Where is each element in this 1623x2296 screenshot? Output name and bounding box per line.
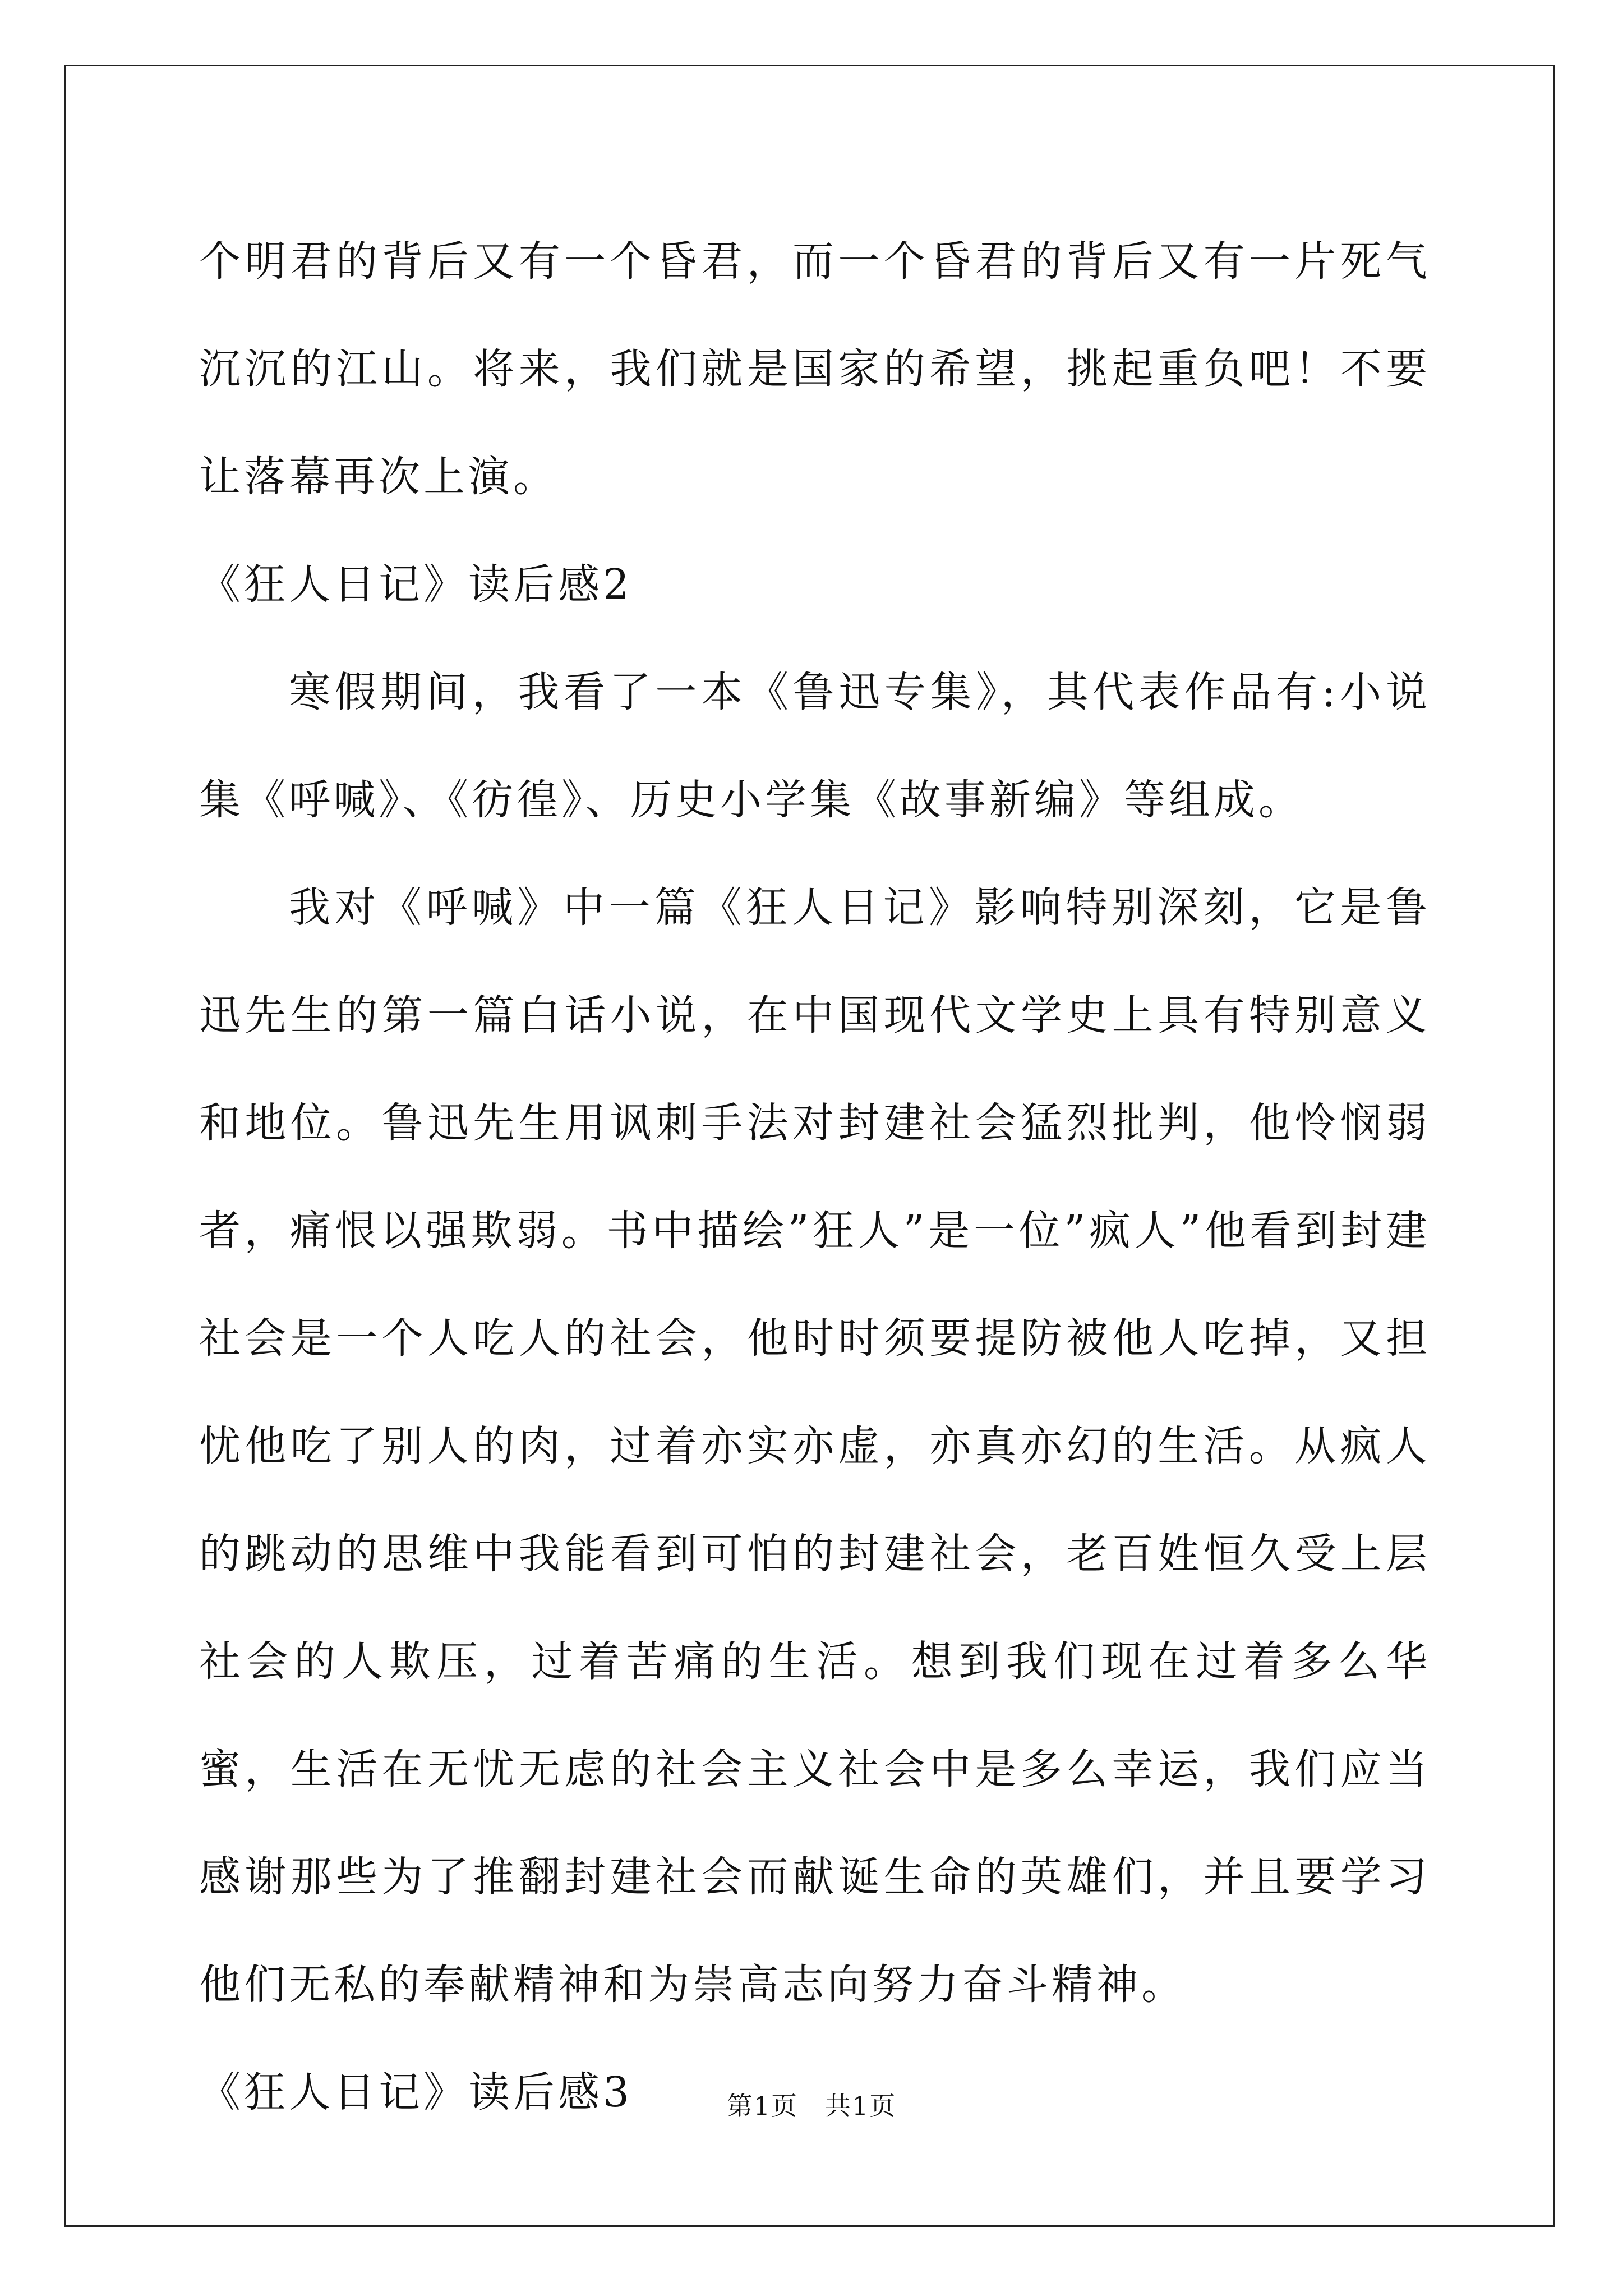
document-body [199, 208, 1431, 2146]
paragraph: 寒假期间，我看了一本《鲁迅专集》，其代表作品有:小说集《呼喊》、《彷徨》、历史小学集《故事新编》等组成。 [199, 668, 1431, 824]
page-number: 第1页 [726, 2091, 798, 2121]
page-total: 共1页 [825, 2091, 897, 2121]
paragraph: 个明君的背后又有一个昏君，而一个昏君的背后又有一片死气沉沉的江山。将来，我们就是国家的希望，挑起重负吧！不要让落幕再次上演。 [199, 237, 1431, 501]
section-heading: 《狂人日记》读后感3 [199, 2068, 633, 2116]
section-heading: 《狂人日记》读后感2 [199, 560, 633, 609]
page-footer [0, 2086, 1623, 2123]
paragraph: 我对《呼喊》中一篇《狂人日记》影响特别深刻，它是鲁迅先生的第一篇白话小说，在中国现代文学史上具有特别意义和地位。鲁迅先生用讽刺手法对封建社会猛烈批判，他怜悯弱者，痛恨以强欺弱。书中描绘”狂人”是一位”疯人”他看到封建社会是一个人吃人的社会，他时时须要提防被他人吃掉，又担忧他吃了别人的肉，过着亦实亦虚，亦真亦幻的生活。从疯人的跳动的思维中我能看到可怕的封建社会，老百姓恒久受上层社会的人欺压，过着苦痛的生活。想到我们现在过着多么华蜜，生活在无忧无虑的社会主义社会中是多么幸运，我们应当感谢那些为了推翻封建社会而献诞生命的英雄们，并且要学习他们无私的奉献精神和为崇高志向努力奋斗精神。 [199, 884, 1431, 2009]
